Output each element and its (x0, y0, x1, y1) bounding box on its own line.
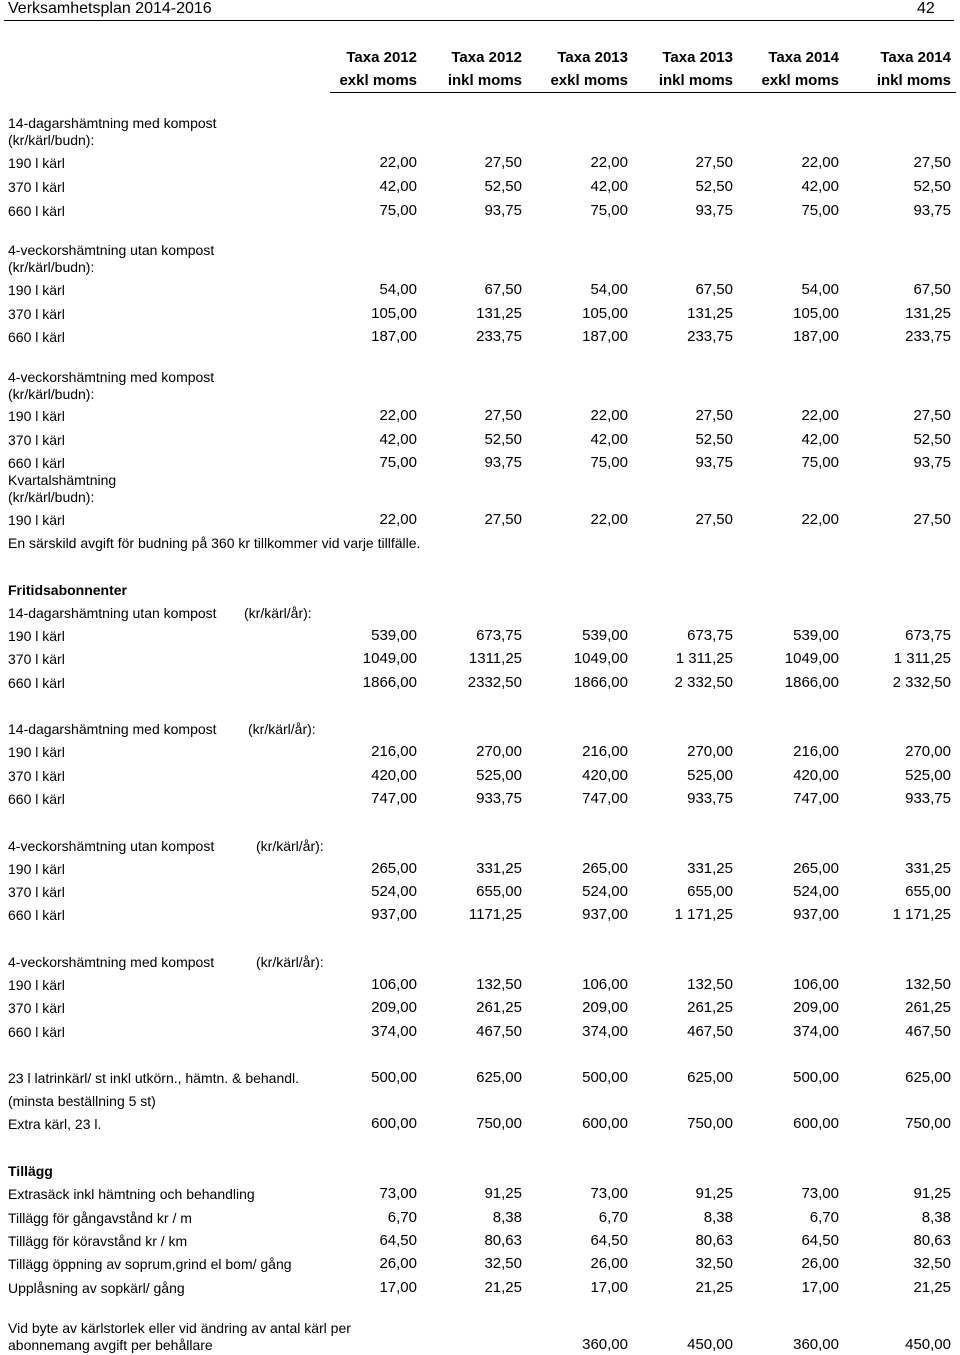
price-cell: 673,75 (687, 627, 733, 644)
row-label: 23 l latrinkärl/ st inkl utkörn., hämtn. & behandl. (8, 1070, 300, 1086)
row-label: 370 l kärl (8, 884, 65, 900)
price-cell: 1 311,25 (675, 650, 733, 667)
price-cell: 673,75 (476, 627, 522, 644)
price-cell: 52,50 (484, 178, 522, 195)
column-header (729, 46, 839, 92)
price-cell: 27,50 (484, 154, 522, 171)
price-cell: 73,00 (379, 1185, 417, 1202)
price-cell: 750,00 (476, 1115, 522, 1132)
price-cell: 420,00 (793, 767, 839, 784)
row-label: 370 l kärl (8, 651, 65, 667)
price-cell: 42,00 (801, 431, 839, 448)
price-cell: 937,00 (371, 906, 417, 923)
price-cell: 673,75 (905, 627, 951, 644)
section-heading: Tillägg (8, 1163, 53, 1179)
price-cell: 2 332,50 (674, 674, 733, 691)
price-cell: 625,00 (476, 1069, 522, 1086)
price-cell: 21,25 (695, 1279, 733, 1296)
row-label: Kvartalshämtning (8, 472, 117, 488)
price-cell: 42,00 (801, 178, 839, 195)
price-cell: 937,00 (582, 906, 628, 923)
row-label: 14-dagarshämtning utan kompost (8, 605, 217, 621)
price-cell: 331,25 (905, 860, 951, 877)
price-cell: 265,00 (371, 860, 417, 877)
price-cell: 187,00 (371, 328, 417, 345)
price-cell: 27,50 (484, 511, 522, 528)
price-cell: 187,00 (793, 328, 839, 345)
column-header-line1: Taxa 2014 (768, 49, 839, 66)
price-cell: 747,00 (371, 790, 417, 807)
price-cell: 106,00 (793, 976, 839, 993)
row-label: 14-dagarshämtning med kompost (8, 115, 217, 131)
price-cell: 467,50 (905, 1023, 951, 1040)
section-heading: Fritidsabonnenter (8, 582, 128, 598)
price-cell: 32,50 (695, 1255, 733, 1272)
price-cell: 420,00 (582, 767, 628, 784)
price-cell: 524,00 (793, 883, 839, 900)
price-cell: 75,00 (801, 202, 839, 219)
price-cell: 73,00 (590, 1185, 628, 1202)
price-cell: 17,00 (801, 1279, 839, 1296)
column-header (518, 46, 628, 92)
price-cell: 270,00 (687, 743, 733, 760)
price-cell: 500,00 (793, 1069, 839, 1086)
price-cell: 655,00 (476, 883, 522, 900)
price-cell: 539,00 (582, 627, 628, 644)
price-cell: 600,00 (582, 1115, 628, 1132)
price-cell: 2332,50 (467, 674, 522, 691)
price-cell: 261,25 (476, 999, 522, 1016)
price-cell: 467,50 (687, 1023, 733, 1040)
price-cell: 500,00 (371, 1069, 417, 1086)
row-label: 4-veckorshämtning utan kompost (8, 838, 215, 854)
row-label: 14-dagarshämtning med kompost (8, 721, 217, 737)
price-cell: 525,00 (905, 767, 951, 784)
row-unit: (kr/kärl/år): (244, 605, 312, 621)
row-label: 370 l kärl (8, 432, 65, 448)
price-cell: 22,00 (379, 407, 417, 424)
price-cell: 233,75 (476, 328, 522, 345)
price-cell: 450,00 (687, 1336, 733, 1353)
price-cell: 265,00 (793, 860, 839, 877)
column-header (841, 46, 951, 92)
price-cell: 17,00 (590, 1279, 628, 1296)
price-cell: 22,00 (801, 407, 839, 424)
row-label: 660 l kärl (8, 329, 65, 345)
row-label: 4-veckorshämtning med kompost (8, 954, 215, 970)
price-cell: 937,00 (793, 906, 839, 923)
price-cell: 233,75 (687, 328, 733, 345)
column-header-line2: inkl moms (658, 72, 733, 89)
price-cell: 54,00 (379, 281, 417, 298)
price-cell: 52,50 (695, 178, 733, 195)
price-cell: 75,00 (379, 454, 417, 471)
price-cell: 32,50 (484, 1255, 522, 1272)
price-cell: 270,00 (905, 743, 951, 760)
price-cell: 52,50 (913, 178, 951, 195)
price-cell: 22,00 (801, 511, 839, 528)
column-header-line1: Taxa 2012 (451, 49, 522, 66)
price-cell: 539,00 (371, 627, 417, 644)
price-cell: 75,00 (590, 202, 628, 219)
column-header-rule (330, 92, 956, 93)
price-cell: 1049,00 (784, 650, 839, 667)
column-header (623, 46, 733, 92)
row-label: Tillägg öppning av soprum,grind el bom/ gång (8, 1256, 292, 1272)
price-cell: 75,00 (590, 454, 628, 471)
price-cell: 106,00 (371, 976, 417, 993)
price-cell: 216,00 (371, 743, 417, 760)
price-cell: 209,00 (793, 999, 839, 1016)
price-cell: 1049,00 (573, 650, 628, 667)
price-cell: 933,75 (905, 790, 951, 807)
price-cell: 360,00 (582, 1336, 628, 1353)
price-cell: 131,25 (476, 305, 522, 322)
price-cell: 525,00 (476, 767, 522, 784)
price-cell: 91,25 (913, 1185, 951, 1202)
row-unit: (kr/kärl/år): (248, 721, 316, 737)
row-label: Extra kärl, 23 l. (8, 1116, 102, 1132)
row-label: 660 l kärl (8, 203, 65, 219)
row-label: 190 l kärl (8, 628, 65, 644)
row-label: (minsta beställning 5 st) (8, 1093, 156, 1109)
price-cell: 52,50 (695, 431, 733, 448)
price-cell: 1 171,25 (892, 906, 951, 923)
price-cell: 1171,25 (468, 906, 522, 923)
price-cell: 600,00 (371, 1115, 417, 1132)
row-unit: (kr/kärl/år): (256, 838, 324, 854)
price-cell: 26,00 (590, 1255, 628, 1272)
price-cell: 6,70 (598, 1209, 628, 1226)
price-cell: 747,00 (793, 790, 839, 807)
column-header-line2: exkl moms (339, 72, 417, 89)
column-header-line1: Taxa 2013 (557, 49, 628, 66)
row-label: 660 l kärl (8, 1024, 65, 1040)
price-cell: 105,00 (371, 305, 417, 322)
price-cell: 374,00 (793, 1023, 839, 1040)
price-cell: 27,50 (484, 407, 522, 424)
price-cell: 600,00 (793, 1115, 839, 1132)
price-cell: 67,50 (695, 281, 733, 298)
price-cell: 27,50 (695, 407, 733, 424)
price-cell: 750,00 (905, 1115, 951, 1132)
price-cell: 374,00 (371, 1023, 417, 1040)
price-cell: 374,00 (582, 1023, 628, 1040)
price-cell: 1 311,25 (893, 650, 951, 667)
price-cell: 105,00 (582, 305, 628, 322)
price-cell: 22,00 (379, 154, 417, 171)
row-label: En särskild avgift för budning på 360 kr tillkommer vid varje tillfälle. (8, 535, 421, 551)
price-cell: 265,00 (582, 860, 628, 877)
price-cell: 233,75 (905, 328, 951, 345)
column-header (412, 46, 522, 92)
row-label: (kr/kärl/budn): (8, 259, 95, 275)
column-header-line1: Taxa 2013 (662, 49, 733, 66)
price-cell: 750,00 (687, 1115, 733, 1132)
price-cell: 42,00 (590, 178, 628, 195)
row-label: 660 l kärl (8, 791, 65, 807)
price-cell: 1866,00 (573, 674, 628, 691)
row-label: Tillägg för köravstånd kr / km (8, 1233, 188, 1249)
price-cell: 539,00 (793, 627, 839, 644)
row-label: 370 l kärl (8, 179, 65, 195)
price-cell: 93,75 (913, 202, 951, 219)
price-cell: 22,00 (801, 154, 839, 171)
price-cell: 22,00 (590, 407, 628, 424)
price-cell: 216,00 (793, 743, 839, 760)
price-cell: 67,50 (484, 281, 522, 298)
price-cell: 525,00 (687, 767, 733, 784)
column-header-line2: exkl moms (761, 72, 839, 89)
price-cell: 42,00 (379, 431, 417, 448)
price-cell: 64,50 (379, 1232, 417, 1249)
price-cell: 27,50 (913, 154, 951, 171)
price-cell: 1866,00 (784, 674, 839, 691)
column-header (307, 46, 417, 92)
price-cell: 132,50 (905, 976, 951, 993)
price-cell: 625,00 (687, 1069, 733, 1086)
row-label: Vid byte av kärlstorlek eller vid ändring av antal kärl per (8, 1320, 351, 1336)
price-cell: 26,00 (379, 1255, 417, 1272)
price-cell: 8,38 (703, 1209, 733, 1226)
price-cell: 21,25 (913, 1279, 951, 1296)
price-cell: 261,25 (905, 999, 951, 1016)
price-cell: 27,50 (695, 511, 733, 528)
price-cell: 42,00 (379, 178, 417, 195)
price-cell: 26,00 (801, 1255, 839, 1272)
row-label: 190 l kärl (8, 512, 65, 528)
header-rule (4, 20, 954, 21)
price-cell: 42,00 (590, 431, 628, 448)
price-cell: 655,00 (905, 883, 951, 900)
price-cell: 270,00 (476, 743, 522, 760)
price-cell: 22,00 (590, 154, 628, 171)
price-cell: 187,00 (582, 328, 628, 345)
price-cell: 933,75 (476, 790, 522, 807)
price-cell: 52,50 (913, 431, 951, 448)
price-cell: 655,00 (687, 883, 733, 900)
price-cell: 625,00 (905, 1069, 951, 1086)
row-label: 4-veckorshämtning med kompost (8, 369, 215, 385)
row-label: 190 l kärl (8, 744, 65, 760)
price-cell: 331,25 (476, 860, 522, 877)
price-cell: 17,00 (379, 1279, 417, 1296)
row-label: (kr/kärl/budn): (8, 386, 95, 402)
price-cell: 8,38 (921, 1209, 951, 1226)
price-cell: 75,00 (379, 202, 417, 219)
row-label: Extrasäck inkl hämtning och behandling (8, 1186, 255, 1202)
row-label: Tillägg för gångavstånd kr / m (8, 1210, 192, 1226)
price-cell: 216,00 (582, 743, 628, 760)
price-cell: 67,50 (913, 281, 951, 298)
row-label: 190 l kärl (8, 977, 65, 993)
price-cell: 467,50 (476, 1023, 522, 1040)
row-label: 660 l kärl (8, 455, 65, 471)
row-label: 370 l kärl (8, 768, 65, 784)
price-cell: 360,00 (793, 1336, 839, 1353)
row-label: Upplåsning av sopkärl/ gång (8, 1280, 185, 1296)
row-label: 370 l kärl (8, 1000, 65, 1016)
column-header-line2: inkl moms (447, 72, 522, 89)
row-label: 190 l kärl (8, 155, 65, 171)
price-cell: 32,50 (913, 1255, 951, 1272)
page-number: 42 (917, 0, 935, 17)
price-cell: 80,63 (484, 1232, 522, 1249)
price-cell: 91,25 (484, 1185, 522, 1202)
price-cell: 22,00 (379, 511, 417, 528)
price-cell: 8,38 (492, 1209, 522, 1226)
price-cell: 132,50 (476, 976, 522, 993)
row-label: 190 l kärl (8, 282, 65, 298)
row-label: 660 l kärl (8, 907, 65, 923)
price-cell: 500,00 (582, 1069, 628, 1086)
price-cell: 524,00 (582, 883, 628, 900)
price-cell: 80,63 (913, 1232, 951, 1249)
price-cell: 93,75 (484, 202, 522, 219)
price-cell: 54,00 (590, 281, 628, 298)
row-unit: (kr/kärl/år): (256, 954, 324, 970)
price-cell: 420,00 (371, 767, 417, 784)
price-cell: 1866,00 (362, 674, 417, 691)
price-cell: 21,25 (484, 1279, 522, 1296)
price-cell: 80,63 (695, 1232, 733, 1249)
price-cell: 1311,25 (468, 650, 522, 667)
price-cell: 209,00 (371, 999, 417, 1016)
price-cell: 73,00 (801, 1185, 839, 1202)
price-cell: 27,50 (913, 511, 951, 528)
price-cell: 93,75 (913, 454, 951, 471)
price-cell: 106,00 (582, 976, 628, 993)
price-cell: 131,25 (905, 305, 951, 322)
price-cell: 6,70 (809, 1209, 839, 1226)
price-cell: 27,50 (913, 407, 951, 424)
price-cell: 209,00 (582, 999, 628, 1016)
price-cell: 2 332,50 (892, 674, 951, 691)
price-cell: 93,75 (695, 454, 733, 471)
column-header-line1: Taxa 2014 (880, 49, 951, 66)
price-cell: 22,00 (590, 511, 628, 528)
price-cell: 261,25 (687, 999, 733, 1016)
row-label: 660 l kärl (8, 675, 65, 691)
row-label: 190 l kärl (8, 861, 65, 877)
price-cell: 524,00 (371, 883, 417, 900)
column-header-line2: inkl moms (876, 72, 951, 89)
price-cell: 450,00 (905, 1336, 951, 1353)
price-cell: 933,75 (687, 790, 733, 807)
price-cell: 1049,00 (362, 650, 417, 667)
price-cell: 105,00 (793, 305, 839, 322)
row-label: (kr/kärl/budn): (8, 132, 95, 148)
column-header-line2: exkl moms (550, 72, 628, 89)
price-cell: 131,25 (687, 305, 733, 322)
price-cell: 747,00 (582, 790, 628, 807)
row-label: 4-veckorshämtning utan kompost (8, 242, 215, 258)
price-cell: 64,50 (590, 1232, 628, 1249)
row-label: 370 l kärl (8, 306, 65, 322)
price-cell: 91,25 (695, 1185, 733, 1202)
price-cell: 54,00 (801, 281, 839, 298)
column-header-line1: Taxa 2012 (346, 49, 417, 66)
price-cell: 52,50 (484, 431, 522, 448)
price-cell: 1 171,25 (674, 906, 733, 923)
price-cell: 93,75 (695, 202, 733, 219)
document-title: Verksamhetsplan 2014-2016 (8, 0, 212, 17)
price-cell: 93,75 (484, 454, 522, 471)
row-label: (kr/kärl/budn): (8, 489, 95, 505)
price-cell: 6,70 (387, 1209, 417, 1226)
price-cell: 27,50 (695, 154, 733, 171)
row-label: abonnemang avgift per behållare (8, 1337, 213, 1353)
price-cell: 132,50 (687, 976, 733, 993)
price-cell: 331,25 (687, 860, 733, 877)
price-cell: 75,00 (801, 454, 839, 471)
row-label: 190 l kärl (8, 408, 65, 424)
price-cell: 64,50 (801, 1232, 839, 1249)
